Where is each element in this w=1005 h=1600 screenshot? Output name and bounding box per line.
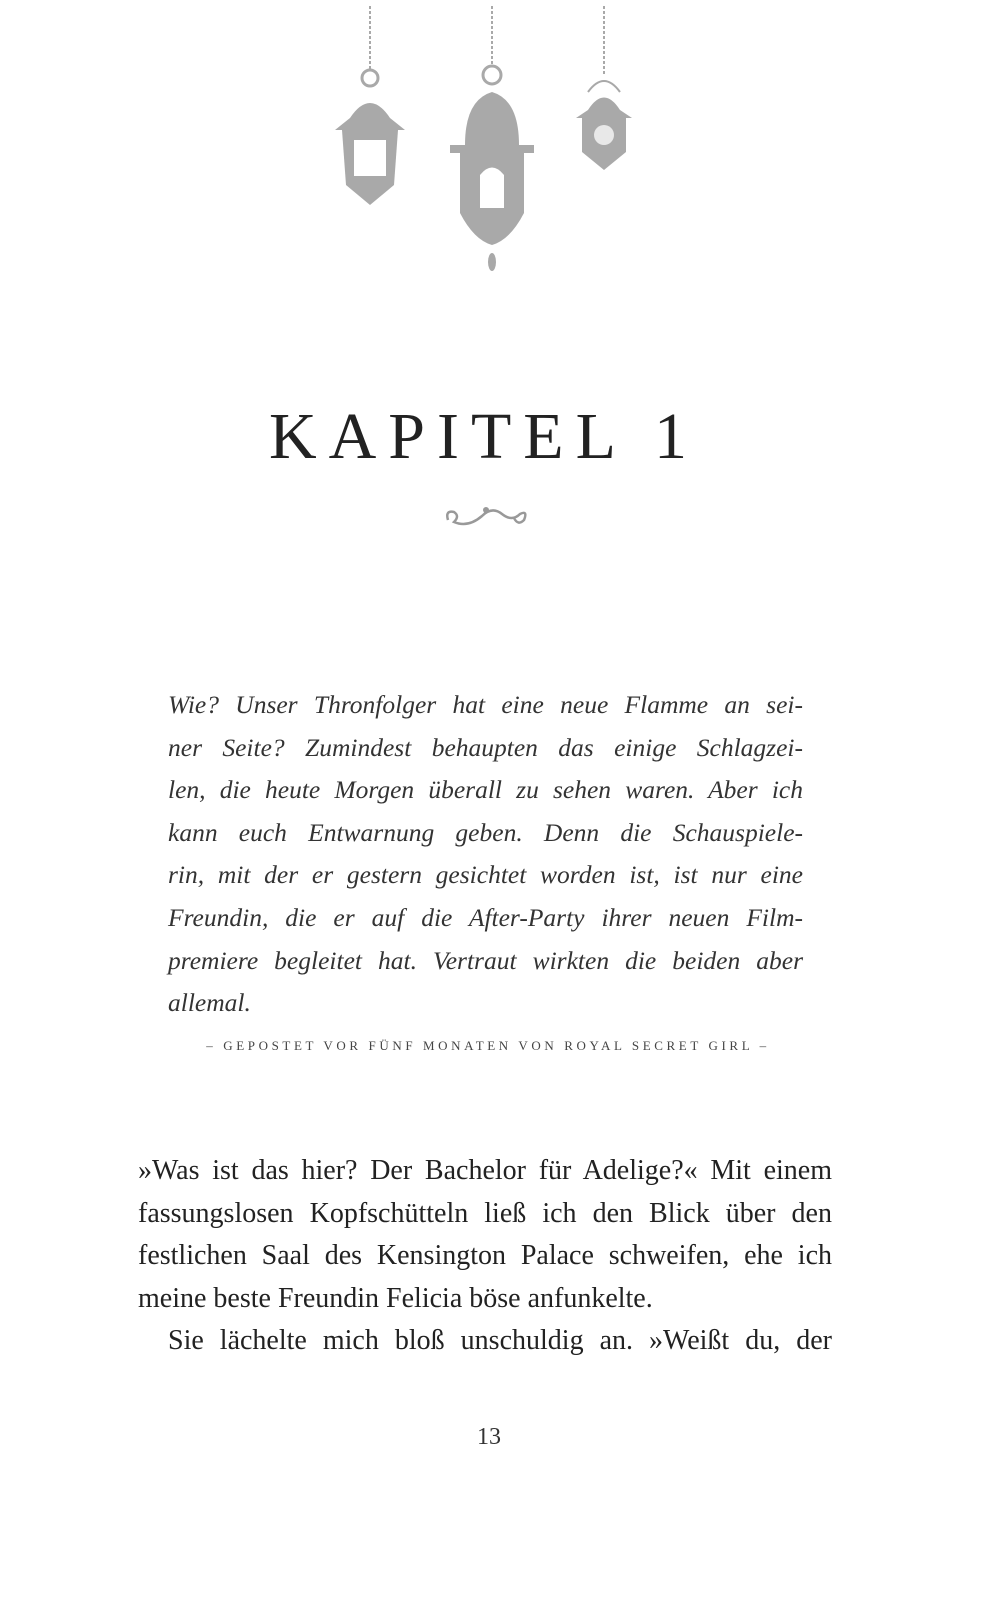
body-line: festlichen Saal des Kensington Palace schweifen, ehe ich bbox=[138, 1240, 832, 1271]
epigraph-line: allemal. bbox=[168, 988, 251, 1018]
body-line: meine beste Freundin Felicia böse anfunkelte. bbox=[138, 1282, 653, 1314]
epigraph bbox=[168, 684, 803, 1025]
epigraph-line: Freundin, die er auf die After-Party ihrer neuen Film- bbox=[168, 902, 803, 932]
lantern-left-icon bbox=[335, 6, 405, 205]
epigraph-line: Wie? Unser Thronfolger hat eine neue Flamme an sei- bbox=[168, 690, 803, 719]
body-line: Sie lächelte mich bloß unschuldig an. »Weißt du, der bbox=[168, 1325, 832, 1356]
body-text bbox=[138, 1150, 832, 1363]
lantern-right-icon bbox=[576, 6, 632, 170]
lantern-center-icon bbox=[450, 6, 534, 271]
epigraph-attribution: – GEPOSTET VOR FÜNF MONATEN VON ROYAL SECRET GIRL – bbox=[206, 1038, 770, 1053]
body-line: fassungslosen Kopfschütteln ließ ich den Blick über den bbox=[138, 1197, 832, 1229]
chapter-title: KAPITEL 1 bbox=[268, 400, 699, 474]
page-number: 13 bbox=[477, 1424, 501, 1450]
epigraph-line: kann euch Entwarnung geben. Denn die Schauspiele- bbox=[168, 817, 803, 847]
epigraph-line: len, die heute Morgen überall zu sehen waren. Aber ich bbox=[168, 775, 803, 805]
body-line: »Was ist das hier? Der Bachelor für Adelige?« Mit einem bbox=[138, 1155, 832, 1186]
flourish-ornament-icon bbox=[440, 498, 530, 538]
epigraph-line: ner Seite? Zumindest behaupten das einige Schlagzei- bbox=[168, 732, 803, 762]
epigraph-line: premiere begleitet hat. Vertraut wirkten die beiden aber bbox=[168, 945, 803, 975]
hanging-lanterns-illustration bbox=[320, 0, 650, 280]
epigraph-line: rin, mit der er gestern gesichtet worden ist, ist nur eine bbox=[168, 860, 803, 890]
